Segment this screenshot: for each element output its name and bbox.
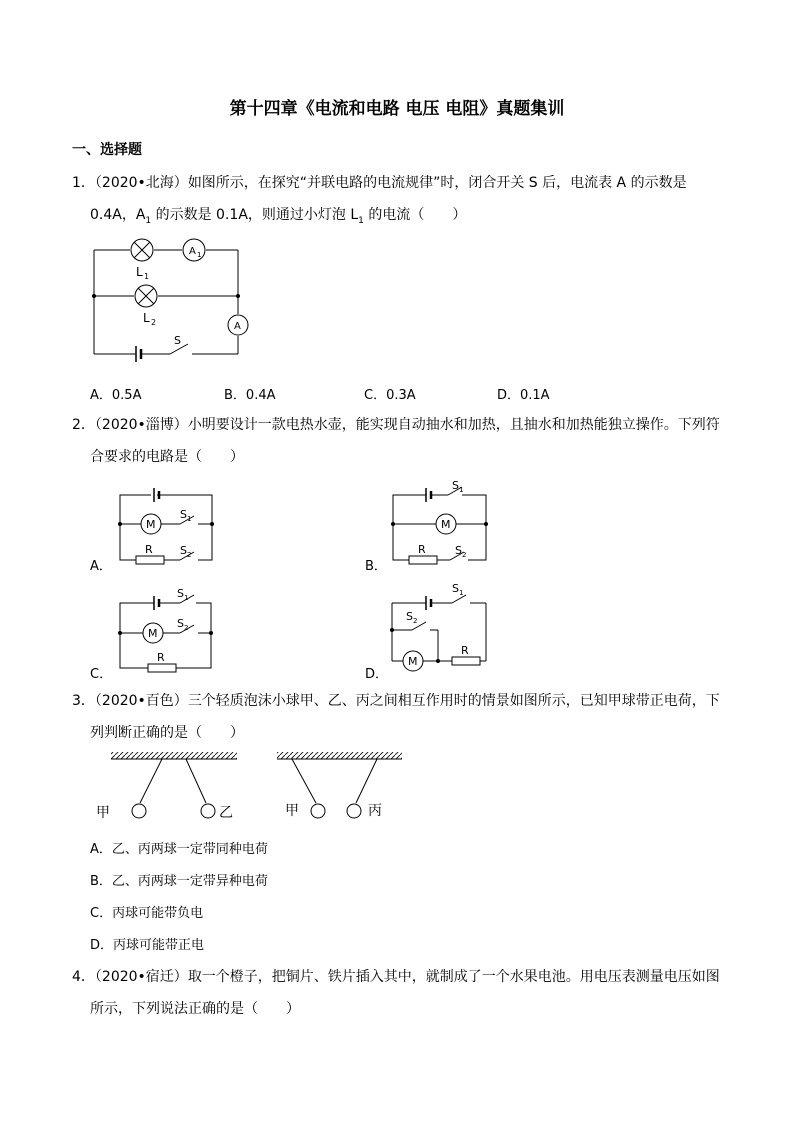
subscript: 1 bbox=[459, 589, 464, 597]
ball-jia-icon bbox=[132, 804, 146, 818]
switch-label: S bbox=[177, 617, 184, 630]
q1-option-d[interactable]: D．0.1A bbox=[497, 388, 550, 403]
subscript: 2 bbox=[462, 551, 467, 559]
question-number: 4． bbox=[72, 969, 95, 985]
question-text: 的电流（ ） bbox=[363, 207, 467, 223]
switch-label: S bbox=[406, 610, 413, 623]
q2-option-b[interactable]: B． bbox=[365, 559, 387, 574]
resistor-label: R bbox=[145, 543, 153, 556]
motor-label: M bbox=[146, 518, 156, 531]
page-title: 第十四章《电流和电路 电压 电阻》真题集训 bbox=[229, 99, 565, 119]
ball-label-bing: 丙 bbox=[368, 803, 382, 819]
ceiling-support-left bbox=[111, 752, 237, 759]
question-number: 3． bbox=[72, 693, 95, 709]
switch-label: S bbox=[452, 479, 459, 492]
q2-option-d[interactable]: D． bbox=[365, 667, 389, 682]
question-text: 小明要设计一款电热水壶，能实现自动抽水和加热，且抽水和加热能独立操作。下列符 bbox=[187, 417, 720, 433]
subscript: 1 bbox=[184, 594, 189, 602]
q1-option-b[interactable]: B．0.4A bbox=[224, 388, 276, 403]
subscript: 1 bbox=[145, 215, 152, 226]
ammeter-a-label: A bbox=[234, 321, 241, 332]
q1-option-a[interactable]: A．0.5A bbox=[90, 388, 142, 403]
ball-jia-icon bbox=[311, 804, 325, 818]
subscript: 2 bbox=[413, 617, 418, 625]
question-4-line-1 bbox=[72, 966, 720, 986]
ball-label-jia: 甲 bbox=[285, 803, 299, 819]
section-heading: 一、选择题 bbox=[72, 142, 142, 158]
question-text: 取一个橙子，把铜片、铁片插入其中，就制成了一个水果电池。用电压表测量电压如图 bbox=[187, 969, 720, 985]
q3-option-b[interactable]: B．乙、丙两球一定带异种电荷 bbox=[90, 874, 268, 889]
q3-option-a[interactable]: A．乙、丙两球一定带同种电荷 bbox=[90, 842, 268, 857]
q1-option-c[interactable]: C．0.3A bbox=[364, 388, 416, 403]
ball-yi-icon bbox=[201, 804, 215, 818]
question-source: （2020•淄博） bbox=[94, 417, 188, 433]
subscript: 1 bbox=[197, 251, 202, 259]
question-text: 的示数是 0.1A，则通过小灯泡 L bbox=[151, 207, 359, 223]
resistor-label: R bbox=[461, 644, 469, 657]
subscript: 2 bbox=[151, 318, 157, 327]
ceiling-support-right bbox=[277, 752, 402, 759]
motor-label: M bbox=[441, 518, 451, 531]
question-number: 1． bbox=[72, 175, 95, 191]
lamp-l2-label: L bbox=[143, 311, 150, 325]
subscript: 1 bbox=[358, 215, 364, 226]
question-source: （2020•宿迁） bbox=[94, 969, 188, 985]
switch-label: S bbox=[180, 544, 187, 557]
switch-label: S bbox=[177, 587, 184, 600]
switch-s-label: S bbox=[174, 334, 181, 347]
motor-label: M bbox=[148, 627, 158, 640]
question-3-line-2: 列判断正确的是（ ） bbox=[90, 725, 244, 741]
question-source: （2020•百色） bbox=[94, 693, 188, 709]
question-text: 如图所示，在探究“并联电路的电流规律”时，闭合开关 S 后，电流表 A 的示数是 bbox=[187, 175, 687, 191]
subscript: 1 bbox=[187, 515, 192, 523]
resistor-label: R bbox=[157, 651, 165, 664]
q3-option-d[interactable]: D．丙球可能带正电 bbox=[90, 938, 205, 953]
ball-bing-icon bbox=[347, 804, 361, 818]
q2-option-c[interactable]: C． bbox=[90, 667, 113, 682]
switch-label: S bbox=[455, 544, 462, 557]
subscript: 2 bbox=[184, 624, 189, 632]
q3-option-c[interactable]: C．丙球可能带负电 bbox=[90, 906, 204, 921]
question-text: 三个轻质泡沫小球甲、乙、丙之间相互作用时的情景如图所示，已知甲球带正电荷，下 bbox=[187, 693, 720, 709]
lamp-l1-label: L bbox=[136, 265, 143, 279]
ammeter-a1-label: A bbox=[189, 246, 196, 257]
question-number: 2． bbox=[72, 417, 95, 433]
motor-label: M bbox=[408, 655, 418, 668]
ball-label-yi: 乙 bbox=[219, 805, 233, 821]
subscript: 2 bbox=[187, 551, 192, 559]
question-2-line-2: 合要求的电路是（ ） bbox=[90, 449, 244, 465]
q2-option-a[interactable]: A． bbox=[90, 559, 112, 574]
switch-label: S bbox=[180, 508, 187, 521]
subscript: 1 bbox=[459, 486, 464, 494]
subscript: 1 bbox=[144, 272, 150, 281]
resistor-label: R bbox=[418, 543, 426, 556]
question-text: 0.4A，A bbox=[90, 207, 146, 223]
question-4-line-2: 所示，下列说法正确的是（ ） bbox=[90, 1001, 300, 1017]
switch-label: S bbox=[452, 582, 459, 595]
question-source: （2020•北海） bbox=[94, 175, 188, 191]
ball-label-jia: 甲 bbox=[96, 805, 110, 821]
